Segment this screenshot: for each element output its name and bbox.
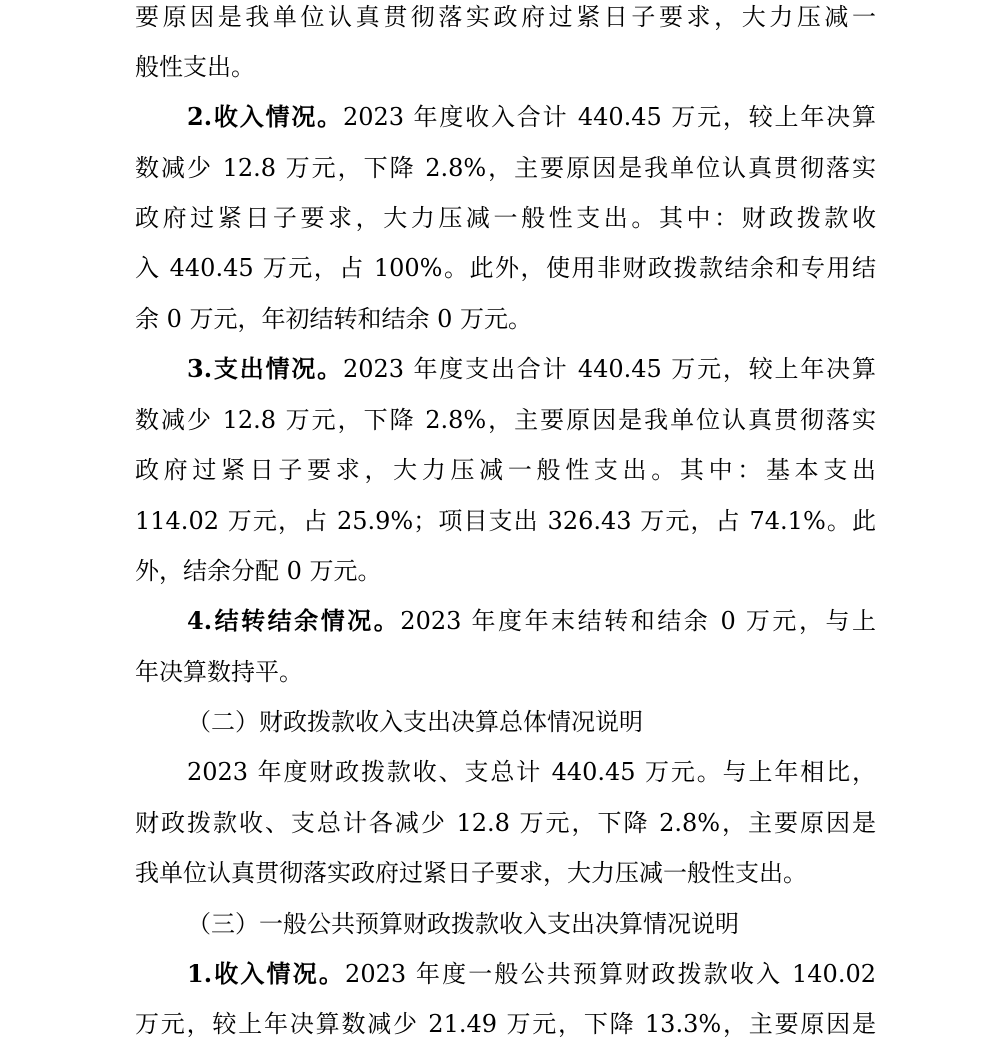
paragraph-line — [187, 959, 876, 989]
paragraph-line — [135, 1009, 876, 1039]
line-text: 外，结余分配 0 万元。 — [135, 557, 382, 585]
paragraph-line — [135, 253, 876, 283]
paragraph-line — [187, 354, 876, 384]
paragraph-line — [135, 556, 382, 586]
heading-text: （三）一般公共预算财政拨款收入支出决算情况说明 — [187, 910, 739, 938]
line-text: 数减少 12.8 万元，下降 2.8%，主要原因是我单位认真贯彻落实 — [135, 154, 876, 182]
line-text: 数减少 12.8 万元，下降 2.8%，主要原因是我单位认真贯彻落实 — [135, 406, 876, 434]
paragraph-line — [135, 304, 532, 334]
line-text: 余 0 万元，年初结转和结余 0 万元。 — [135, 305, 533, 333]
line-text: 2023 年度年末结转和结余 0 万元，与上 — [400, 607, 876, 635]
paragraph-line — [187, 757, 876, 787]
line-text: 要原因是我单位认真贯彻落实政府过紧日子要求，大力压减一 — [135, 3, 876, 31]
line-text: 2023 年度财政拨款收、支总计 440.45 万元。与上年相比， — [187, 758, 876, 786]
line-text: 政府过紧日子要求，大力压减一般性支出。其中：基本支出 — [135, 456, 876, 484]
line-text: 般性支出。 — [135, 53, 255, 81]
paragraph-line — [135, 657, 303, 687]
paragraph-line — [135, 203, 876, 233]
paragraph-line — [135, 858, 807, 888]
paragraph-line — [135, 506, 876, 536]
paragraph-line — [187, 606, 876, 636]
paragraph-line — [135, 455, 876, 485]
paragraph-line — [187, 102, 876, 132]
section-lead: 2.收入情况。 — [187, 102, 343, 131]
line-text: 万元，较上年决算数减少 21.49 万元，下降 13.3%，主要原因是 — [135, 1010, 876, 1038]
line-text: 114.02 万元，占 25.9%；项目支出 326.43 万元，占 74.1%。此 — [135, 507, 876, 535]
section-lead: 3.支出情况。 — [187, 354, 343, 383]
line-text: 政府过紧日子要求，大力压减一般性支出。其中：财政拨款收 — [135, 204, 876, 232]
line-text: 我单位认真贯彻落实政府过紧日子要求，大力压减一般性支出。 — [135, 859, 807, 887]
section-lead: 4.结转结余情况。 — [187, 606, 401, 635]
section-heading — [187, 909, 739, 939]
section-lead: 1.收入情况。 — [187, 959, 346, 988]
paragraph-line — [135, 153, 876, 183]
paragraph-line — [135, 52, 255, 82]
section-heading — [187, 707, 643, 737]
paragraph-line — [135, 405, 876, 435]
paragraph-line — [135, 808, 876, 838]
heading-text: （二）财政拨款收入支出决算总体情况说明 — [187, 708, 643, 736]
line-text: 2023 年度收入合计 440.45 万元，较上年决算 — [342, 103, 876, 131]
line-text: 财政拨款收、支总计各减少 12.8 万元，下降 2.8%，主要原因是 — [135, 809, 876, 837]
line-text: 2023 年度支出合计 440.45 万元，较上年决算 — [342, 355, 876, 383]
line-text: 2023 年度一般公共预算财政拨款收入 140.02 — [345, 960, 876, 988]
line-text: 入 440.45 万元，占 100%。此外，使用非财政拨款结余和专用结 — [135, 254, 876, 282]
paragraph-line — [135, 2, 876, 32]
line-text: 年决算数持平。 — [135, 658, 303, 686]
